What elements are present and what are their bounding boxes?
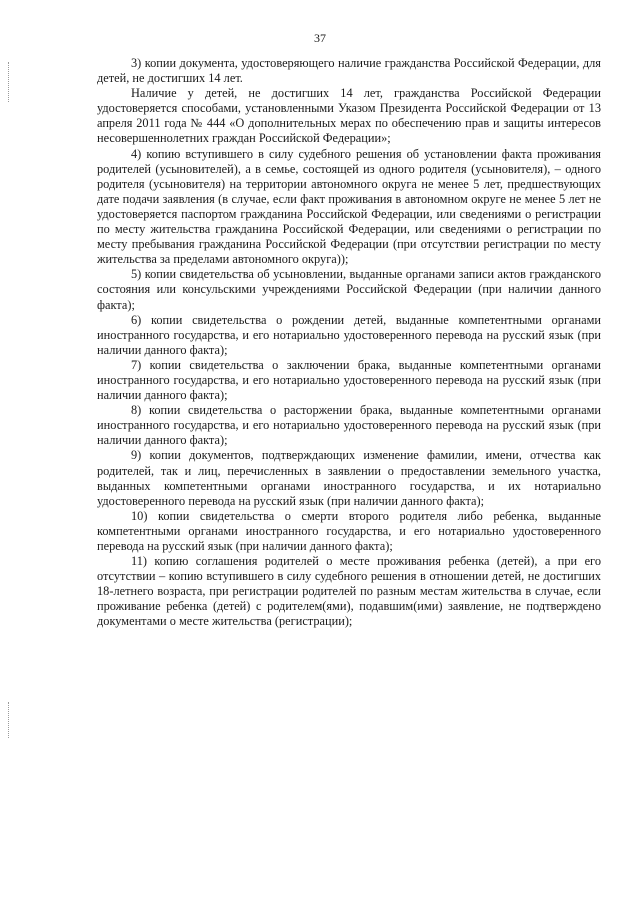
paragraph-citizenship-note: Наличие у детей, не достигших 14 лет, гражданства Российской Федерации удостоверяется способами, установленными Указом Президента Российской Федерации от 13 апреля 2011 года № 444 «О дополнительных мерах по обеспечению прав и защиты интересов несовершеннолетних граждан Российской Федерации»; [97, 86, 601, 146]
paragraph-item-10: 10) копии свидетельства о смерти второго родителя либо ребенка, выданные компетентными органами иностранного государства, и его нотариально удостоверенного перевода на русский язык (при наличии данного факта); [97, 508, 601, 553]
binding-margin-mark [8, 702, 11, 738]
paragraph-item-9: 9) копии документов, подтверждающих изменение фамилии, имени, отчества как родителей, так и лиц, перечисленных в заявлении о предоставлении земельного участка, выданных компетентными органами иностранного государства, и их нотариально удостоверенного перевода на русский язык (при наличии данного факта); [97, 448, 601, 508]
paragraph-item-5: 5) копии свидетельства об усыновлении, выданные органами записи актов гражданского состояния или консульскими учреждениями Российской Федерации (при наличии данного факта); [97, 267, 601, 312]
paragraph-item-8: 8) копии свидетельства о расторжении брака, выданные компетентными органами иностранного государства, и его нотариально удостоверенного перевода на русский язык (при наличии данного факта); [97, 403, 601, 448]
page-number: 37 [314, 31, 326, 45]
paragraph-item-3: 3) копии документа, удостоверяющего наличие гражданства Российской Федерации, для детей, не достигших 14 лет. [97, 56, 601, 86]
paragraph-item-6: 6) копии свидетельства о рождении детей, выданные компетентными органами иностранного государства, и его нотариально удостоверенного перевода на русский язык (при наличии данного факта); [97, 312, 601, 357]
paragraph-item-7: 7) копии свидетельства о заключении брака, выданные компетентными органами иностранного государства, и его нотариально удостоверенного перевода на русский язык (при наличии данного факта); [97, 357, 601, 403]
binding-margin-mark [8, 62, 11, 102]
document-body [97, 56, 601, 630]
paragraph-item-11: 11) копию соглашения родителей о месте проживания ребенка (детей), а при его отсутствии – копию вступившего в силу судебного решения в отношении детей, не достигших 18-летнего возраста, при регистрации родителей по разным местам жительства в случае, если проживание ребенка (детей) с родителем(ями), подавшим(ими) заявление, не подтверждено документами о месте жительства (регистрации); [97, 554, 601, 629]
paragraph-item-4: 4) копию вступившего в силу судебного решения об установлении факта проживания родителей (усыновителей), а в семье, состоящей из одного родителя (усыновителя), – одного родителя (усыновителя) на территории автономного округа не менее 5 лет, предшествующих дате подачи заявления (в случае, если факт проживания в автономном округе не менее 5 лет не удостоверяется паспортом гражданина Российской Федерации, или сведениями о регистрации по месту жительства гражданина Российской Федерации, или сведениями о регистрации по месту пребывания гражданина Российской Федерации (при отсутствии регистрации по месту жительства за пределами автономного округа)); [97, 146, 601, 267]
